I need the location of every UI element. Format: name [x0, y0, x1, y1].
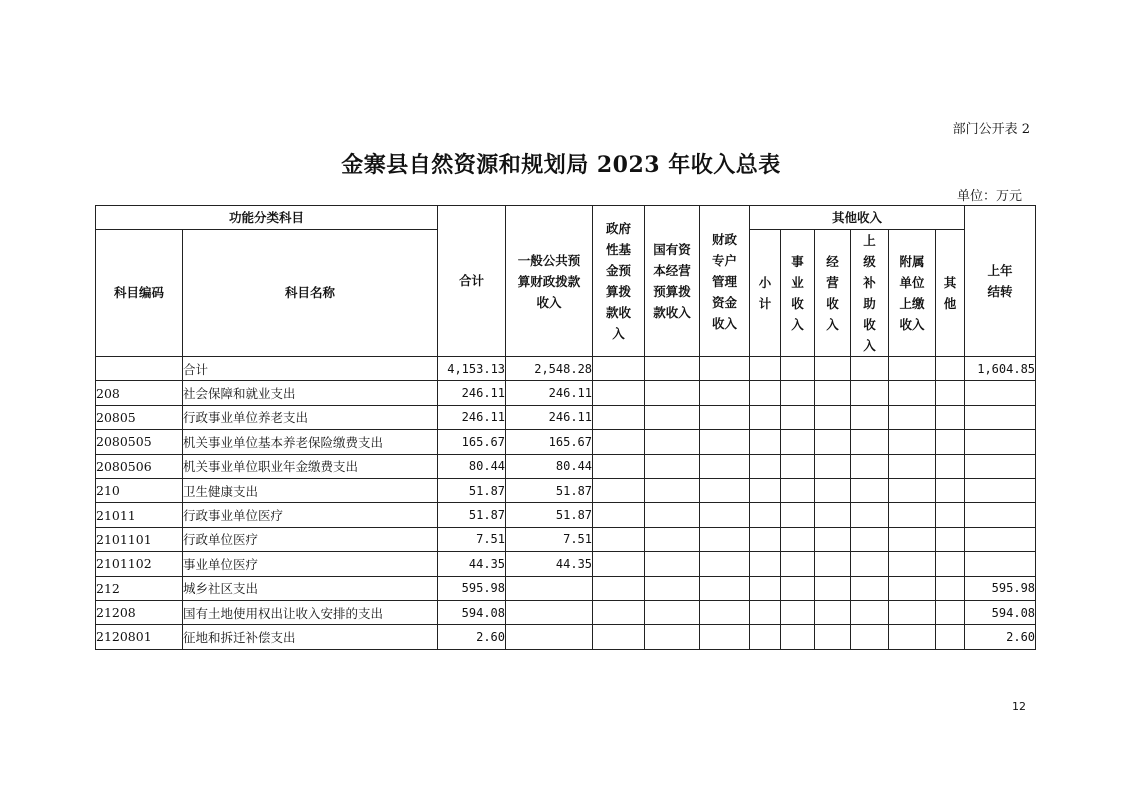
row-gov-fund	[593, 600, 645, 624]
row-code: 212	[96, 576, 183, 600]
header-total: 合计	[438, 206, 506, 357]
row-affiliated-income	[889, 381, 936, 405]
row-business-income	[781, 405, 815, 429]
table-row	[96, 552, 1036, 576]
row-operating-income	[815, 600, 851, 624]
row-total: 51.87	[438, 503, 506, 527]
row-name: 行政事业单位养老支出	[183, 405, 438, 429]
row-others	[936, 405, 965, 429]
table-row	[96, 381, 1036, 405]
header-business-income: 事 业 收 入	[781, 230, 815, 357]
header-subtotal: 小 计	[750, 230, 781, 357]
row-code: 2120801	[96, 625, 183, 649]
row-superior-subsidy	[851, 405, 889, 429]
header-code: 科目编码	[96, 230, 183, 357]
row-total: 165.67	[438, 430, 506, 454]
row-state-capital	[645, 405, 700, 429]
header-gov-fund: 政府 性基 金预 算拨 款收 入	[593, 206, 645, 357]
row-fiscal-special	[700, 454, 750, 478]
row-fiscal-special	[700, 552, 750, 576]
row-general-budget	[506, 576, 593, 600]
row-total: 594.08	[438, 600, 506, 624]
row-carryover	[965, 527, 1036, 551]
row-name: 社会保障和就业支出	[183, 381, 438, 405]
row-others	[936, 625, 965, 649]
row-total: 595.98	[438, 576, 506, 600]
row-carryover: 594.08	[965, 600, 1036, 624]
row-code: 208	[96, 381, 183, 405]
row-fiscal-special	[700, 503, 750, 527]
row-others	[936, 527, 965, 551]
row-others	[936, 381, 965, 405]
row-name: 事业单位医疗	[183, 552, 438, 576]
row-subtotal	[750, 527, 781, 551]
row-name: 城乡社区支出	[183, 576, 438, 600]
row-carryover	[965, 381, 1036, 405]
row-total: 7.51	[438, 527, 506, 551]
row-affiliated-income	[889, 478, 936, 502]
row-others	[936, 576, 965, 600]
row-operating-income	[815, 503, 851, 527]
row-state-capital	[645, 454, 700, 478]
row-code: 2080506	[96, 454, 183, 478]
row-superior-subsidy	[851, 381, 889, 405]
row-code: 21208	[96, 600, 183, 624]
header-fiscal-special: 财政 专户 管理 资金 收入	[700, 206, 750, 357]
row-operating-income	[815, 430, 851, 454]
row-general-budget: 246.11	[506, 405, 593, 429]
row-code: 21011	[96, 503, 183, 527]
header-other-income: 其他收入	[750, 206, 965, 230]
row-others	[936, 552, 965, 576]
row-total: 2.60	[438, 625, 506, 649]
row-general-budget: 51.87	[506, 478, 593, 502]
header-function-classification: 功能分类科目	[96, 206, 438, 230]
row-operating-income	[815, 625, 851, 649]
row-operating-income	[815, 454, 851, 478]
row-business-income	[781, 503, 815, 527]
row-affiliated-income	[889, 600, 936, 624]
row-fiscal-special	[700, 600, 750, 624]
row-affiliated-income	[889, 454, 936, 478]
row-state-capital	[645, 503, 700, 527]
row-general-budget: 51.87	[506, 503, 593, 527]
row-subtotal	[750, 625, 781, 649]
row-others	[936, 503, 965, 527]
row-affiliated-income	[889, 527, 936, 551]
row-superior-subsidy	[851, 552, 889, 576]
row-others	[936, 600, 965, 624]
header-superior-subsidy: 上 级 补 助 收 入	[851, 230, 889, 357]
row-code: 210	[96, 478, 183, 502]
row-carryover	[965, 503, 1036, 527]
row-subtotal	[750, 381, 781, 405]
row-name: 行政单位医疗	[183, 527, 438, 551]
row-gov-fund	[593, 503, 645, 527]
row-business-income	[781, 381, 815, 405]
row-affiliated-income	[889, 625, 936, 649]
row-superior-subsidy	[851, 600, 889, 624]
row-gov-fund	[593, 357, 645, 381]
row-business-income	[781, 454, 815, 478]
row-business-income	[781, 478, 815, 502]
row-gov-fund	[593, 381, 645, 405]
row-name: 征地和拆迁补偿支出	[183, 625, 438, 649]
unit-label: 单位：万元	[956, 189, 1022, 204]
row-carryover: 1,604.85	[965, 357, 1036, 381]
header-others: 其 他	[936, 230, 965, 357]
table-row	[96, 576, 1036, 600]
table-row	[96, 478, 1036, 502]
row-total: 246.11	[438, 405, 506, 429]
row-subtotal	[750, 430, 781, 454]
row-gov-fund	[593, 478, 645, 502]
form-number: 部门公开表 2	[952, 122, 1030, 137]
row-operating-income	[815, 576, 851, 600]
row-total: 246.11	[438, 381, 506, 405]
row-others	[936, 478, 965, 502]
row-gov-fund	[593, 430, 645, 454]
row-name: 机关事业单位职业年金缴费支出	[183, 454, 438, 478]
row-fiscal-special	[700, 381, 750, 405]
header-carryover: 上年 结转	[965, 206, 1036, 357]
row-state-capital	[645, 430, 700, 454]
row-operating-income	[815, 405, 851, 429]
row-operating-income	[815, 478, 851, 502]
row-name: 合计	[183, 357, 438, 381]
row-name: 行政事业单位医疗	[183, 503, 438, 527]
row-others	[936, 430, 965, 454]
table-row	[96, 503, 1036, 527]
row-code: 2080505	[96, 430, 183, 454]
row-superior-subsidy	[851, 430, 889, 454]
row-carryover: 2.60	[965, 625, 1036, 649]
row-subtotal	[750, 576, 781, 600]
table-row	[96, 625, 1036, 649]
row-affiliated-income	[889, 576, 936, 600]
row-general-budget	[506, 600, 593, 624]
row-code: 2101101	[96, 527, 183, 551]
row-subtotal	[750, 357, 781, 381]
row-affiliated-income	[889, 503, 936, 527]
row-operating-income	[815, 552, 851, 576]
row-state-capital	[645, 625, 700, 649]
row-state-capital	[645, 381, 700, 405]
row-gov-fund	[593, 527, 645, 551]
row-subtotal	[750, 478, 781, 502]
row-carryover: 595.98	[965, 576, 1036, 600]
row-total: 4,153.13	[438, 357, 506, 381]
row-operating-income	[815, 381, 851, 405]
page-title: 金寨县自然资源和规划局 2023 年收入总表	[341, 152, 781, 178]
row-operating-income	[815, 357, 851, 381]
row-business-income	[781, 576, 815, 600]
row-name: 卫生健康支出	[183, 478, 438, 502]
row-general-budget: 80.44	[506, 454, 593, 478]
row-affiliated-income	[889, 357, 936, 381]
row-business-income	[781, 625, 815, 649]
row-business-income	[781, 527, 815, 551]
header-general-budget: 一般公共预 算财政拨款 收入	[506, 206, 593, 357]
row-name: 机关事业单位基本养老保险缴费支出	[183, 430, 438, 454]
row-fiscal-special	[700, 625, 750, 649]
row-code	[96, 357, 183, 381]
table-row	[96, 405, 1036, 429]
page-number: 12	[1012, 700, 1026, 713]
row-superior-subsidy	[851, 503, 889, 527]
row-fiscal-special	[700, 478, 750, 502]
row-state-capital	[645, 600, 700, 624]
row-superior-subsidy	[851, 478, 889, 502]
row-gov-fund	[593, 552, 645, 576]
row-superior-subsidy	[851, 527, 889, 551]
row-code: 2101102	[96, 552, 183, 576]
row-state-capital	[645, 357, 700, 381]
row-fiscal-special	[700, 576, 750, 600]
row-carryover	[965, 552, 1036, 576]
row-total: 80.44	[438, 454, 506, 478]
row-fiscal-special	[700, 527, 750, 551]
row-general-budget: 7.51	[506, 527, 593, 551]
row-subtotal	[750, 600, 781, 624]
row-subtotal	[750, 503, 781, 527]
row-fiscal-special	[700, 357, 750, 381]
row-others	[936, 357, 965, 381]
row-code: 20805	[96, 405, 183, 429]
row-operating-income	[815, 527, 851, 551]
row-total: 51.87	[438, 478, 506, 502]
row-state-capital	[645, 478, 700, 502]
row-carryover	[965, 478, 1036, 502]
row-carryover	[965, 405, 1036, 429]
header-operating-income: 经 营 收 入	[815, 230, 851, 357]
table-row	[96, 600, 1036, 624]
row-subtotal	[750, 552, 781, 576]
table-row	[96, 430, 1036, 454]
row-business-income	[781, 600, 815, 624]
row-business-income	[781, 430, 815, 454]
row-state-capital	[645, 576, 700, 600]
income-summary-table	[95, 205, 1036, 650]
row-subtotal	[750, 405, 781, 429]
row-business-income	[781, 357, 815, 381]
table-body	[96, 357, 1036, 650]
header-state-capital: 国有资 本经营 预算拨 款收入	[645, 206, 700, 357]
row-superior-subsidy	[851, 454, 889, 478]
row-carryover	[965, 430, 1036, 454]
row-general-budget	[506, 625, 593, 649]
row-general-budget: 165.67	[506, 430, 593, 454]
row-general-budget: 2,548.28	[506, 357, 593, 381]
row-general-budget: 44.35	[506, 552, 593, 576]
row-others	[936, 454, 965, 478]
row-superior-subsidy	[851, 576, 889, 600]
row-gov-fund	[593, 454, 645, 478]
row-fiscal-special	[700, 405, 750, 429]
row-affiliated-income	[889, 552, 936, 576]
row-total: 44.35	[438, 552, 506, 576]
row-subtotal	[750, 454, 781, 478]
header-name: 科目名称	[183, 230, 438, 357]
header-affiliated-income: 附属 单位 上缴 收入	[889, 230, 936, 357]
row-superior-subsidy	[851, 625, 889, 649]
row-general-budget: 246.11	[506, 381, 593, 405]
row-affiliated-income	[889, 430, 936, 454]
row-superior-subsidy	[851, 357, 889, 381]
row-gov-fund	[593, 625, 645, 649]
row-gov-fund	[593, 405, 645, 429]
row-fiscal-special	[700, 430, 750, 454]
row-gov-fund	[593, 576, 645, 600]
row-name: 国有土地使用权出让收入安排的支出	[183, 600, 438, 624]
table-row	[96, 357, 1036, 381]
row-state-capital	[645, 527, 700, 551]
row-state-capital	[645, 552, 700, 576]
row-carryover	[965, 454, 1036, 478]
table-row	[96, 454, 1036, 478]
table-row	[96, 527, 1036, 551]
row-affiliated-income	[889, 405, 936, 429]
row-business-income	[781, 552, 815, 576]
